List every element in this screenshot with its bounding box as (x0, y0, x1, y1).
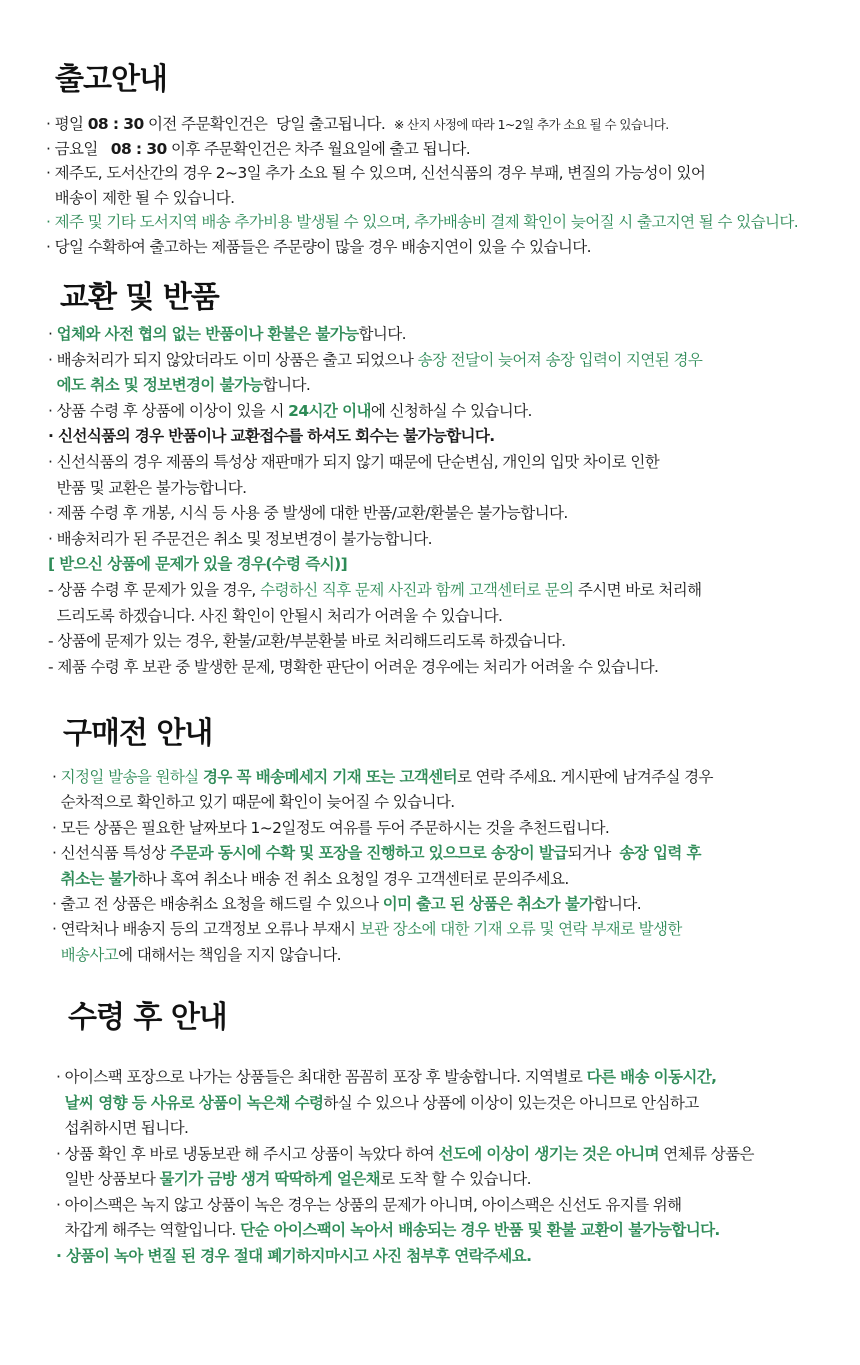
line-text: · 출고 전 상품은 배송취소 요청을 해드릴 수 있으나 (52, 895, 383, 913)
line-text: 순차적으로 확인하고 있기 때문에 확인이 늦어질 수 있습니다. (52, 793, 455, 812)
list-item (48, 529, 432, 549)
line-text: · 신선식품 특성상 (52, 844, 170, 863)
line-text: 하나 혹여 취소나 배송 전 취소 요청일 경우 고객센터로 문의주세요. (137, 869, 569, 888)
list-item (48, 657, 658, 677)
line-text: 24시간 이내 (288, 401, 371, 420)
line-text: - 상품 수령 후 문제가 있을 경우, (48, 581, 261, 599)
line-text: 이전 주문확인건은 당일 출고됩니다. (143, 115, 394, 133)
line-text (56, 1094, 65, 1112)
line-text: 섭취하시면 됩니다. (56, 1119, 189, 1137)
list-item (46, 237, 591, 257)
line-text: 합니다. (262, 376, 311, 395)
list-item (56, 1144, 754, 1164)
line-text: · 배송처리가 되지 않았더라도 이미 상품은 출고 되었으나 (48, 350, 418, 369)
line-text: 합니다. (593, 895, 642, 913)
line-text: 송장 전달이 늦어져 송장 입력이 지연된 경우 (417, 350, 703, 369)
line-text: 차갑게 해주는 역할입니다. (56, 1221, 241, 1239)
line-text: 드리도록 하겠습니다. 사진 확인이 안될시 처리가 어려울 수 있습니다. (48, 606, 503, 625)
line-text: · 상품 수령 후 상품에 이상이 있을 시 (48, 401, 289, 420)
list-item (48, 401, 532, 421)
line-text: 이미 출고 된 상품은 취소가 불가 (382, 895, 594, 913)
list-item (52, 818, 609, 838)
line-text: 에도 취소 및 정보변경이 불가능 (56, 376, 263, 395)
line-text: 반품 및 교환은 불가능합니다. (48, 478, 247, 497)
line-text: 에 신청하실 수 있습니다. (370, 401, 532, 420)
line-text: 주문과 동시에 수확 및 포장을 진행하고 있으므로 송장이 발급 (169, 844, 568, 863)
section-title: 출고안내 (55, 62, 167, 97)
line-text: 연체류 상품은 (658, 1144, 754, 1163)
line-text: 08 : 30 (87, 115, 144, 133)
list-item (56, 1220, 720, 1240)
line-text: 취소는 불가 (60, 869, 138, 888)
line-text: 일반 상품보다 (56, 1170, 160, 1188)
list-item (56, 1195, 681, 1215)
line-text: 배송사고 (60, 945, 119, 964)
line-text: 다른 배송 이동시간, (586, 1068, 717, 1086)
list-item (48, 375, 310, 395)
line-text: 로 도착 할 수 있습니다. (379, 1170, 531, 1188)
line-text: 송장 입력 후 (619, 844, 701, 863)
line-text: · 연락처나 배송지 등의 고객정보 오류나 부재시 (52, 920, 360, 939)
line-text: 업체와 사전 협의 없는 반품이나 환불은 불가능 (56, 325, 359, 343)
list-item (48, 580, 702, 600)
list-item (56, 1169, 531, 1189)
line-text: · 제주도, 도서산간의 경우 2~3일 추가 소요 될 수 있으며, 신선식품의 경우 부패, 변질의 가능성이 있어 (46, 164, 706, 182)
line-text: ※ 산지 사정에 따라 1~2일 추가 소요 될 수 있습니다. (393, 117, 669, 132)
list-item (52, 843, 701, 863)
list-item (48, 631, 565, 651)
list-item (48, 452, 659, 472)
section-title: 교환 및 반품 (60, 280, 219, 315)
line-text: · 모든 상품은 필요한 날짜보다 1~2일정도 여유를 두어 주문하시는 것을 추천드립니다. (52, 818, 610, 837)
line-text: 날씨 영향 등 사유로 상품이 녹은채 수령 (64, 1093, 324, 1112)
line-text: · 배송처리가 된 주문건은 취소 및 정보변경이 불가능합니다. (48, 529, 432, 548)
line-text: · 금요일 (46, 139, 111, 158)
list-item (52, 869, 569, 889)
line-text: · 당일 수확하여 출고하는 제품들은 주문량이 많을 경우 배송지연이 있을 수 있습니다. (46, 237, 591, 256)
list-item (48, 503, 568, 523)
line-text: · 상품이 녹아 변질 된 경우 절대 폐기하지마시고 사진 첨부후 연락주세요. (56, 1246, 532, 1265)
list-item (48, 350, 702, 370)
line-text: - 상품에 문제가 있는 경우, 환불/교환/부분환불 바로 처리해드리도록 하겠습니다. (48, 632, 566, 651)
list-item (48, 426, 495, 446)
list-item (52, 792, 455, 812)
line-text: 하실 수 있으나 상품에 이상이 있는것은 아니므로 안심하고 (323, 1093, 699, 1112)
list-item (52, 919, 682, 939)
section-title: 구매전 안내 (63, 716, 213, 751)
list-item (46, 163, 705, 183)
line-text: 수령하신 직후 문제 사진과 함께 고객센터로 문의 (260, 581, 574, 599)
line-text: · 신선식품의 경우 제품의 특성상 재판매가 되지 않기 때문에 단순변심, 개인의 입맛 차이로 인한 (48, 453, 660, 471)
line-text: 에 대해서는 책임을 지지 않습니다. (118, 945, 342, 964)
line-text: 선도에 이상이 생기는 것은 아니며 (438, 1144, 659, 1163)
line-text: 지정일 발송을 원하실 (60, 768, 203, 786)
list-item (56, 1067, 716, 1087)
line-text: 물기가 금방 생겨 딱딱하게 얼은채 (159, 1170, 380, 1188)
list-item (56, 1246, 531, 1266)
line-text (48, 376, 57, 394)
line-text: · 신선식품의 경우 반품이나 교환접수를 하셔도 회수는 불가능합니다. (48, 427, 495, 446)
line-text: · 평일 (46, 115, 88, 133)
list-item (52, 894, 641, 914)
list-item (46, 212, 798, 232)
line-text: · 제품 수령 후 개봉, 시식 등 사용 중 발생에 대한 반품/교환/환불은 불가능합니다. (48, 504, 568, 523)
line-text: [ 받으신 상품에 문제가 있을 경우(수령 즉시)] (48, 555, 348, 574)
line-text: · 아이스팩은 녹지 않고 상품이 녹은 경우는 상품의 문제가 아니며, 아이스팩은 신선도 유지를 위해 (56, 1195, 682, 1214)
line-text: 단순 아이스팩이 녹아서 배송되는 경우 반품 및 환불 교환이 불가능합니다. (240, 1221, 720, 1239)
line-text: · (48, 325, 57, 343)
list-item (46, 114, 669, 135)
line-text: · 아이스팩 포장으로 나가는 상품들은 최대한 꼼꼼히 포장 후 발송합니다. 지역별로 (56, 1068, 587, 1086)
line-text: 배송이 제한 될 수 있습니다. (46, 188, 235, 207)
list-item (48, 606, 502, 626)
line-text: · 상품 확인 후 바로 냉동보관 해 주시고 상품이 녹았다 하여 (56, 1144, 439, 1163)
list-item (46, 139, 470, 159)
line-text: 합니다. (358, 325, 406, 343)
line-text: 주시면 바로 처리해 (573, 581, 702, 599)
section-title: 수령 후 안내 (68, 1000, 227, 1035)
list-item (56, 1118, 188, 1138)
line-text: - 제품 수령 후 보관 중 발생한 문제, 명확한 판단이 어려운 경우에는 처리가 어려울 수 있습니다. (48, 657, 659, 676)
list-item (52, 767, 713, 787)
list-item (48, 324, 406, 344)
line-text: 이후 주문확인건은 차주 월요일에 출고 됩니다. (166, 139, 471, 158)
list-item (56, 1093, 699, 1113)
line-text (52, 946, 61, 964)
line-text: · 제주 및 기타 도서지역 배송 추가비용 발생될 수 있으며, 추가배송비 결제 확인이 늦어질 시 출고지연 될 수 있습니다. (46, 213, 799, 231)
line-text (52, 870, 61, 888)
list-item (48, 478, 246, 498)
line-text: 경우 꼭 배송메세지 기재 또는 고객센터 (203, 768, 457, 786)
line-text: · (52, 768, 61, 786)
line-text: 로 연락 주세요. 게시판에 남겨주실 경우 (456, 768, 713, 786)
list-item (52, 945, 341, 965)
line-text: 되거나 (567, 844, 620, 863)
list-item (46, 188, 234, 208)
list-item (48, 554, 347, 574)
line-text: 보관 장소에 대한 기재 오류 및 연락 부재로 발생한 (359, 920, 682, 939)
line-text: 08 : 30 (110, 139, 167, 158)
